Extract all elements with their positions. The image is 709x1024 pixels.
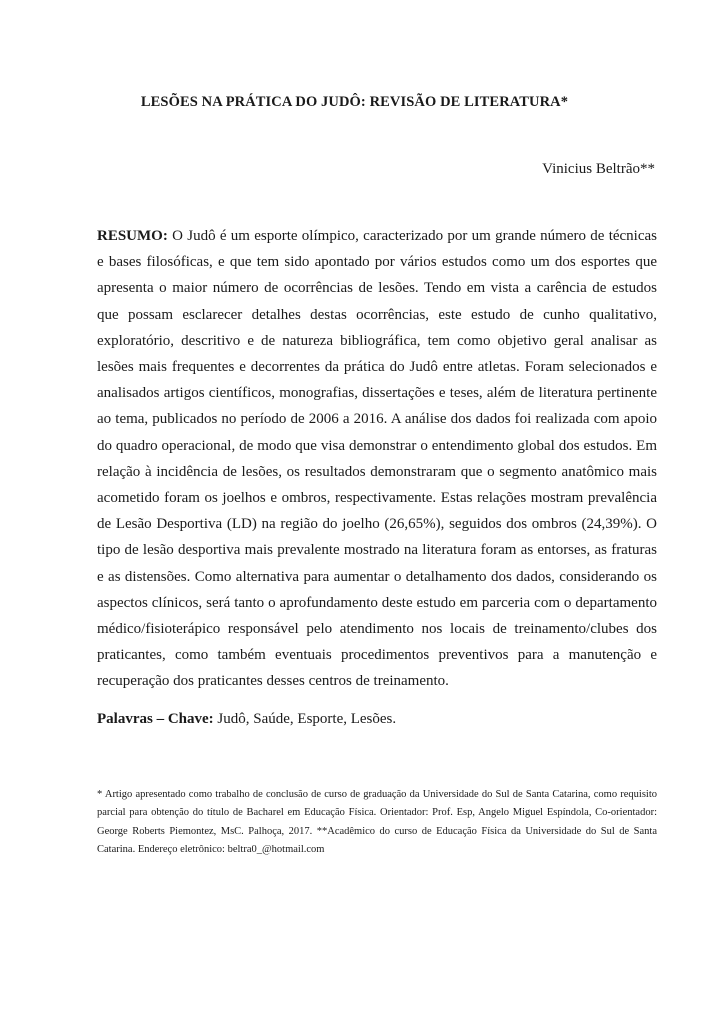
footnote: * Artigo apresentado como trabalho de conclusão de curso de graduação da Universidade do Sul de Santa Catarina, como requisito parcial para obtenção do título de Bacharel em Educação Física. Orientador: Prof. Esp, Angelo Miguel Espíndola, Co-orientador: George Roberts Piemontez, MsC. Palhoça, 2017. **Acadêmico do curso de Educação Física da Universidade do Sul de Santa Catarina. Endereço eletrônico: beltra0_@hotmail.com xyxy=(97,789,657,855)
keywords-paragraph xyxy=(97,706,657,732)
keywords-label: Palavras – Chave: xyxy=(97,711,214,727)
abstract-paragraph xyxy=(97,223,657,695)
paper-title: LESÕES NA PRÁTICA DO JUDÔ: REVISÃO DE LITERATURA* xyxy=(140,94,569,110)
author-name: Vinicius Beltrão** xyxy=(542,161,655,177)
abstract-label: RESUMO: xyxy=(97,228,168,244)
abstract-text: O Judô é um esporte olímpico, caracterizado por um grande número de técnicas e bases filosóficas, e que tem sido apontado por vários estudos como um dos esportes que apresenta o maior número de ocorrências de lesões. Tendo em vista a carência de estudos que possam esclarecer detalhes destas ocorrências, este estudo de cunho qualitativo, exploratório, descritivo e de natureza bibliográfica, tem como objetivo geral analisar as lesões mais frequentes e decorrentes da prática do Judô entre atletas. Foram selecionados e analisados artigos científicos, monografias, dissertações e teses, além de literatura pertinente ao tema, publicados no período de 2006 a 2016. A análise dos dados foi realizada com apoio do quadro operacional, de modo que visa demonstrar o entendimento global dos estudos. Em relação à incidência de lesões, os resultados demonstraram que o segmento anatômico mais acometido foram os joelhos e ombros, respectivamente. Estas relações mostram prevalência de Lesão Desportiva (LD) na região do joelho (26,65%), seguidos dos ombros (24,39%). O tipo de lesão desportiva mais prevalente mostrado na literatura foram as entorses, as fraturas e as distensões. Como alternativa para aumentar o detalhamento dos dados, considerando os aspectos clínicos, será tanto o aprofundamento deste estudo em parceria com o departamento médico/fisioterápico responsável pelo atendimento nos locais de treinamento/clubes dos praticantes, como também eventuais procedimentos preventivos para a manutenção e recuperação dos praticantes desses centros de treinamento. xyxy=(97,228,657,690)
keywords-text: Judô, Saúde, Esporte, Lesões. xyxy=(217,711,397,727)
